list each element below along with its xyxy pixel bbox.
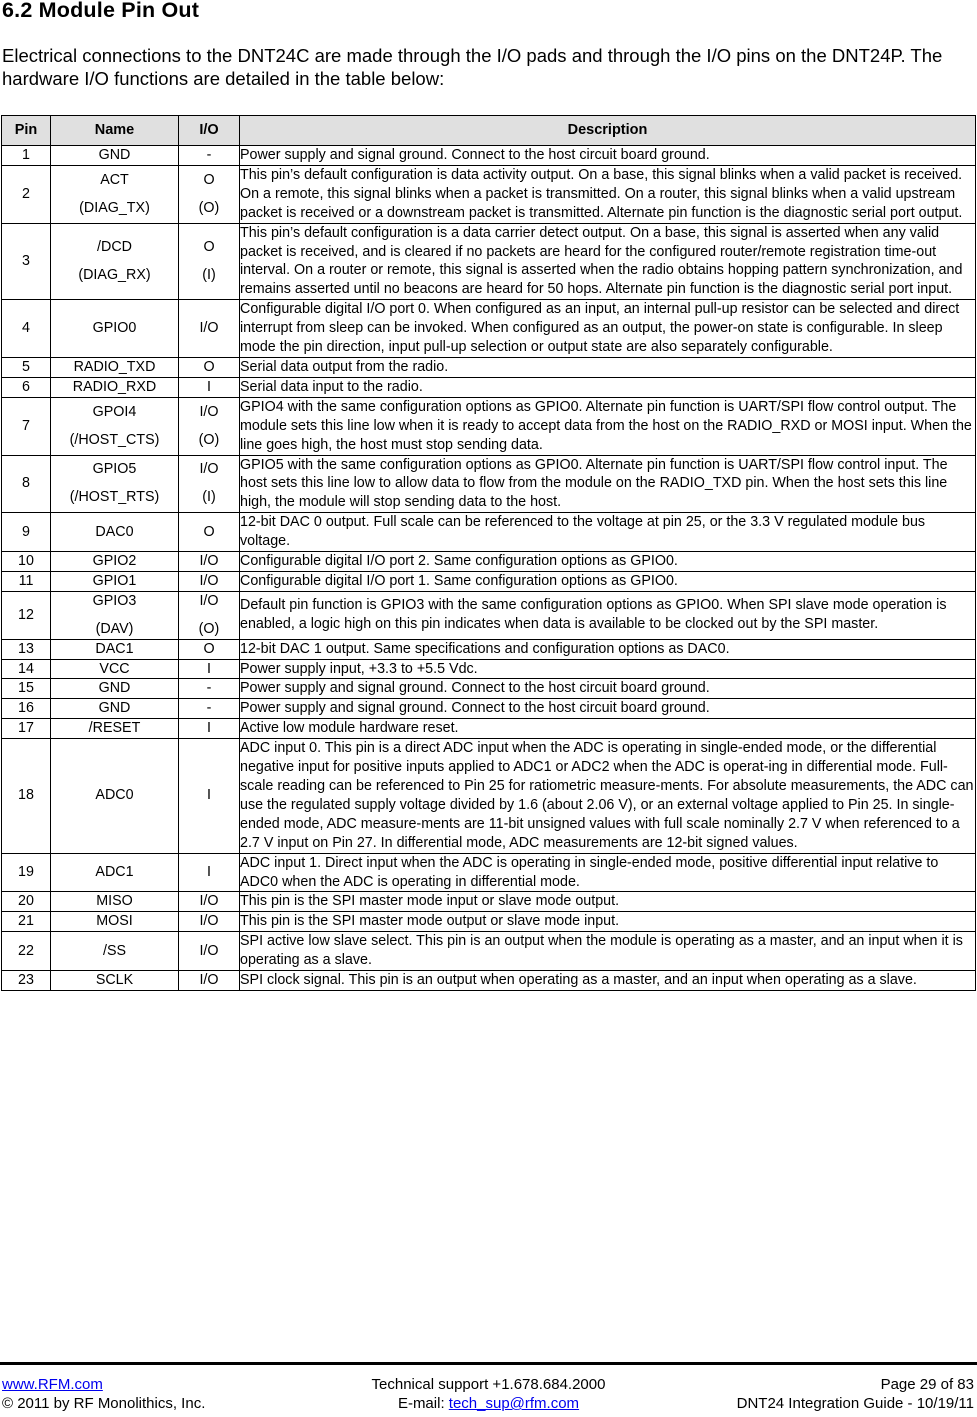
table-row [2, 455, 976, 513]
name-cell [51, 165, 179, 223]
pin-io: I/O [199, 320, 219, 337]
table-row [2, 377, 976, 397]
page-number: Page 29 of 83 [880, 1376, 974, 1393]
header-io: I/O [179, 116, 240, 146]
pin-description: Configurable digital I/O port 1. Same configuration options as GPIO0. [240, 572, 678, 589]
support-phone: Technical support +1.678.684.2000 [371, 1376, 606, 1393]
table-row [2, 739, 976, 853]
io-cell [179, 377, 240, 397]
name-cell [51, 397, 179, 455]
table-row [2, 892, 976, 912]
pin-description: GPIO5 with the same configuration options as GPIO0. Alternate pin function is UART/SPI flow control input. The host sets this line low to allow data to flow from the module on the RADIO_TXD pin. When the host sets this line high, the module will stop sending data to the host. [240, 456, 948, 511]
io-cell [179, 739, 240, 853]
description-cell [240, 455, 976, 513]
pin-name: /RESET [88, 720, 141, 737]
pin-description: GPIO4 with the same configuration options as GPIO0. Alternate pin function is UART/SPI flow control output. The module sets this line low when it is ready to accept data from the host on the RADIO_RXD or MOSI input. When the line goes high, the host must stop sending data. [240, 398, 972, 453]
pin-name: VCC [99, 660, 130, 677]
pin-description: SPI clock signal. This pin is an output when operating as a master, and an input when operating as a slave. [240, 972, 917, 989]
pin-cell [2, 699, 51, 719]
pin-number: 5 [22, 358, 30, 375]
pin-io: I/O [199, 942, 219, 959]
pin-name: GND [98, 680, 131, 697]
table-row [2, 853, 976, 892]
io-cell [179, 513, 240, 552]
pin-number: 2 [22, 185, 30, 202]
table-row [2, 912, 976, 932]
description-cell [240, 223, 976, 300]
description-cell [240, 892, 976, 912]
name-cell [51, 591, 179, 639]
io-cell [179, 300, 240, 358]
pin-number: 12 [18, 606, 34, 623]
name-cell [51, 659, 179, 679]
description-cell [240, 719, 976, 739]
io-cell [179, 455, 240, 513]
io-cell [179, 223, 240, 300]
description-cell [240, 853, 976, 892]
name-cell [51, 455, 179, 513]
pin-out-table [1, 115, 976, 991]
table-row [2, 591, 976, 639]
pin-io: O [203, 239, 215, 256]
pin-cell [2, 971, 51, 991]
pin-description: 12-bit DAC 1 output. Same specifications and configuration options as DAC0. [240, 640, 730, 657]
io-cell [179, 165, 240, 223]
pin-number: 19 [18, 864, 34, 881]
footer-rule [0, 1362, 977, 1365]
pin-cell [2, 397, 51, 455]
doc-title: DNT24 Integration Guide - 10/19/11 [736, 1395, 974, 1412]
name-cell [51, 377, 179, 397]
name-cell [51, 912, 179, 932]
io-cell [179, 571, 240, 591]
io-cell [179, 912, 240, 932]
pin-description: Power supply and signal ground. Connect to the host circuit board ground. [240, 147, 710, 163]
name-cell [51, 853, 179, 892]
pin-io: I/O [199, 572, 219, 589]
description-cell [240, 571, 976, 591]
pin-description: This pin’s default configuration is a data carrier detect output. On a base, this signal is asserted when any valid packet is received, and is cleared if no packets are heard for the configured router/remote registration time-out interval. On a router or remote, this signal is asserted when the radio obtains hopping pattern synchronization, and remains asserted until no beacons are heard for 50 hops. Alternate pin function is the diagnostic serial port input. [240, 224, 963, 298]
pin-io: I/O [199, 553, 219, 570]
table-row [2, 146, 976, 166]
pin-alt-io: (O) [198, 431, 220, 448]
pin-number: 21 [18, 913, 34, 930]
pin-name: MISO [96, 893, 133, 910]
pin-name: DAC0 [95, 523, 134, 540]
pin-name: /SS [102, 942, 127, 959]
description-cell [240, 300, 976, 358]
pin-name: RADIO_TXD [73, 358, 156, 375]
name-cell [51, 639, 179, 659]
pin-number: 20 [18, 893, 34, 910]
pin-io: I [207, 787, 211, 804]
pin-name: GPIO2 [92, 553, 137, 570]
description-cell [240, 639, 976, 659]
pin-cell [2, 377, 51, 397]
header-name: Name [51, 116, 179, 146]
pin-io: O [203, 523, 215, 540]
io-cell [179, 971, 240, 991]
pin-name: DAC1 [95, 640, 134, 657]
pin-description: Configurable digital I/O port 2. Same configuration options as GPIO0. [240, 553, 678, 570]
pin-description: This pin is the SPI master mode output or slave mode input. [240, 913, 620, 930]
pin-description: Configurable digital I/O port 0. When configured as an input, an internal pull-up resistor can be selected and direct interrupt from sleep can be invoked. When configured as an output, the power-on state is configurable. In sleep mode the pin direction, input pull-up selection or output state are also separately configurable. [240, 301, 960, 356]
name-cell [51, 357, 179, 377]
pin-io: I/O [199, 461, 219, 478]
description-cell [240, 659, 976, 679]
table-row [2, 971, 976, 991]
pin-name: GPIO5 [92, 461, 137, 478]
pin-number: 18 [18, 787, 34, 804]
pin-alt-io: (I) [202, 266, 216, 283]
table-row [2, 719, 976, 739]
pin-cell [2, 455, 51, 513]
table-row [2, 932, 976, 971]
description-cell [240, 591, 976, 639]
pin-cell [2, 932, 51, 971]
pin-name: RADIO_RXD [72, 378, 157, 395]
pin-io: I [207, 864, 211, 881]
pin-alt-name: (/HOST_CTS) [69, 431, 160, 448]
pin-number: 6 [22, 378, 30, 395]
pin-description: Serial data output from the radio. [240, 358, 449, 375]
io-cell [179, 146, 240, 166]
pin-number: 15 [18, 680, 34, 697]
table-row [2, 699, 976, 719]
description-cell [240, 377, 976, 397]
copyright: © 2011 by RF Monolithics, Inc. [2, 1395, 206, 1412]
description-cell [240, 679, 976, 699]
intro-paragraph: Electrical connections to the DNT24C are made through the I/O pads and through the I/O pins on the DNT24P. The hardware I/O functions are detailed in the table below: [2, 45, 943, 89]
pin-cell [2, 892, 51, 912]
name-cell [51, 513, 179, 552]
description-cell [240, 971, 976, 991]
name-cell [51, 300, 179, 358]
pin-description: ADC input 1. Direct input when the ADC is operating in single-ended mode, positive differential input relative to ADC0 when the ADC is operating in differential mode. [240, 854, 939, 890]
name-cell [51, 679, 179, 699]
name-cell [51, 552, 179, 572]
pin-name: SCLK [95, 972, 134, 989]
table-row [2, 571, 976, 591]
pin-cell [2, 571, 51, 591]
table-row [2, 223, 976, 300]
pin-io: I [207, 720, 211, 737]
name-cell [51, 739, 179, 853]
io-cell [179, 719, 240, 739]
pin-name: MOSI [96, 913, 133, 930]
pin-io: I/O [199, 893, 219, 910]
io-cell [179, 932, 240, 971]
pin-cell [2, 300, 51, 358]
name-cell [51, 719, 179, 739]
pin-cell [2, 853, 51, 892]
pin-number: 13 [18, 640, 34, 657]
description-cell [240, 739, 976, 853]
pin-cell [2, 912, 51, 932]
pin-description: ADC input 0. This pin is a direct ADC input when the ADC is operating in single-ended mode, or the differential negative input for positive inputs applied to ADC1 or ADC2 when the ADC is operat-ing in differential mode. Full-scale reading can be referenced to Pin 25 for ratiometric measure-ments. For absolute measurements, the ADC can use the regulated supply voltage divided by 1.6 (about 2.06 V), or an external voltage applied to Pin 25. In single-ended mode, ADC measure-ments are 11-bit unsigned values with full scale nominally 2.7 V when referenced to a 2.7 V input on Pin 27. In differential mode, ADC measurements are 12-bit signed values. [240, 740, 974, 851]
pin-number: 1 [22, 147, 30, 163]
pin-description: This pin is the SPI master mode input or slave mode output. [240, 893, 620, 910]
pin-alt-name: (DAV) [95, 620, 134, 637]
table-row [2, 300, 976, 358]
pin-alt-io: (O) [198, 620, 220, 637]
pin-io: - [206, 700, 212, 717]
pin-number: 9 [22, 523, 30, 540]
header-pin: Pin [2, 116, 51, 146]
io-cell [179, 699, 240, 719]
description-cell [240, 699, 976, 719]
pin-name: GPOI4 [92, 403, 137, 420]
name-cell [51, 146, 179, 166]
pin-io: I [207, 660, 211, 677]
pin-name: GPIO1 [92, 572, 137, 589]
pin-alt-io: (O) [198, 199, 220, 216]
table-row [2, 513, 976, 552]
pin-cell [2, 357, 51, 377]
pin-cell [2, 639, 51, 659]
io-cell [179, 591, 240, 639]
pin-description: SPI active low slave select. This pin is an output when the module is operating as a master, and an input when it is operating as a slave. [240, 933, 963, 969]
pin-name: GPIO0 [92, 320, 137, 337]
pin-rows [2, 146, 976, 991]
table-row [2, 165, 976, 223]
pin-description: Power supply and signal ground. Connect to the host circuit board ground. [240, 680, 710, 697]
pin-io: I/O [199, 592, 219, 609]
table-row [2, 397, 976, 455]
name-cell [51, 971, 179, 991]
pin-number: 7 [22, 417, 30, 434]
io-cell [179, 659, 240, 679]
description-cell [240, 165, 976, 223]
pin-name: ACT [100, 171, 129, 188]
name-cell [51, 932, 179, 971]
pin-number: 10 [18, 553, 34, 570]
pin-cell [2, 659, 51, 679]
pin-alt-name: (DIAG_TX) [79, 199, 150, 216]
table-header-row [2, 116, 976, 146]
pin-cell [2, 165, 51, 223]
pin-description: Serial data input to the radio. [240, 378, 423, 395]
section-title: 6.2 Module Pin Out [2, 0, 200, 22]
description-cell [240, 146, 976, 166]
io-cell [179, 853, 240, 892]
pin-io: - [206, 147, 212, 163]
pin-name: ADC0 [95, 787, 134, 804]
table-row [2, 639, 976, 659]
pin-number: 16 [18, 700, 34, 717]
pin-io: O [203, 358, 215, 375]
io-cell [179, 357, 240, 377]
pin-cell [2, 513, 51, 552]
description-cell [240, 552, 976, 572]
io-cell [179, 552, 240, 572]
io-cell [179, 639, 240, 659]
pin-io: - [206, 680, 212, 697]
table-row [2, 552, 976, 572]
pin-io: I/O [199, 403, 219, 420]
pin-cell [2, 679, 51, 699]
email-link[interactable]: tech_sup@rfm.com [448, 1395, 580, 1412]
pin-alt-name: (DIAG_RX) [78, 266, 151, 283]
pin-name: GPIO3 [92, 592, 137, 609]
pin-io: O [203, 171, 215, 188]
pin-io: O [203, 640, 215, 657]
name-cell [51, 699, 179, 719]
description-cell [240, 357, 976, 377]
io-cell [179, 892, 240, 912]
pin-number: 17 [18, 720, 34, 737]
pin-description: Active low module hardware reset. [240, 720, 459, 737]
pin-number: 4 [22, 320, 30, 337]
pin-number: 23 [18, 972, 34, 989]
description-cell [240, 932, 976, 971]
pin-alt-name: (/HOST_RTS) [69, 489, 160, 506]
pin-io: I [207, 378, 211, 395]
description-cell [240, 912, 976, 932]
header-description: Description [240, 116, 976, 146]
pin-name: GND [98, 147, 131, 163]
pin-description: 12-bit DAC 0 output. Full scale can be referenced to the voltage at pin 25, or the 3.3 V regulated module bus voltage. [240, 514, 926, 550]
pin-number: 14 [18, 660, 34, 677]
website-link[interactable]: www.RFM.com [2, 1376, 103, 1393]
pin-name: /DCD [97, 239, 132, 256]
pin-number: 11 [18, 572, 34, 589]
table-row [2, 679, 976, 699]
pin-cell [2, 223, 51, 300]
pin-description: This pin’s default configuration is data activity output. On a base, this signal blinks when a valid packet is received. On a remote, this signal blinks when a packet is transmitted. On a router, this signal blinks when a valid upstream packet is received or a downstream packet is transmitted. Alternate pin function is the diagnostic serial port output. [240, 166, 963, 221]
email-label: E-mail: [397, 1395, 449, 1412]
pin-alt-io: (I) [202, 489, 216, 506]
name-cell [51, 571, 179, 591]
pin-cell [2, 552, 51, 572]
footer-right [737, 1375, 974, 1413]
description-cell [240, 513, 976, 552]
pin-cell [2, 591, 51, 639]
pin-number: 3 [22, 252, 30, 269]
table-row [2, 659, 976, 679]
description-cell [240, 397, 976, 455]
table-row [2, 357, 976, 377]
pin-io: I/O [199, 913, 219, 930]
pin-name: GND [98, 700, 131, 717]
pin-description: Power supply and signal ground. Connect to the host circuit board ground. [240, 700, 710, 717]
name-cell [51, 892, 179, 912]
pin-io: I/O [199, 972, 219, 989]
pin-cell [2, 146, 51, 166]
pin-cell [2, 739, 51, 853]
name-cell [51, 223, 179, 300]
pin-number: 8 [22, 475, 30, 492]
pin-number: 22 [18, 942, 34, 959]
pin-cell [2, 719, 51, 739]
pin-name: ADC1 [95, 864, 134, 881]
io-cell [179, 397, 240, 455]
pin-description: Power supply input, +3.3 to +5.5 Vdc. [240, 660, 478, 677]
io-cell [179, 679, 240, 699]
pin-description: Default pin function is GPIO3 with the same configuration options as GPIO0. When SPI slave mode operation is enabled, a logic high on this pin indicates when data is available to be clocked out by the SPI master. [240, 597, 947, 633]
